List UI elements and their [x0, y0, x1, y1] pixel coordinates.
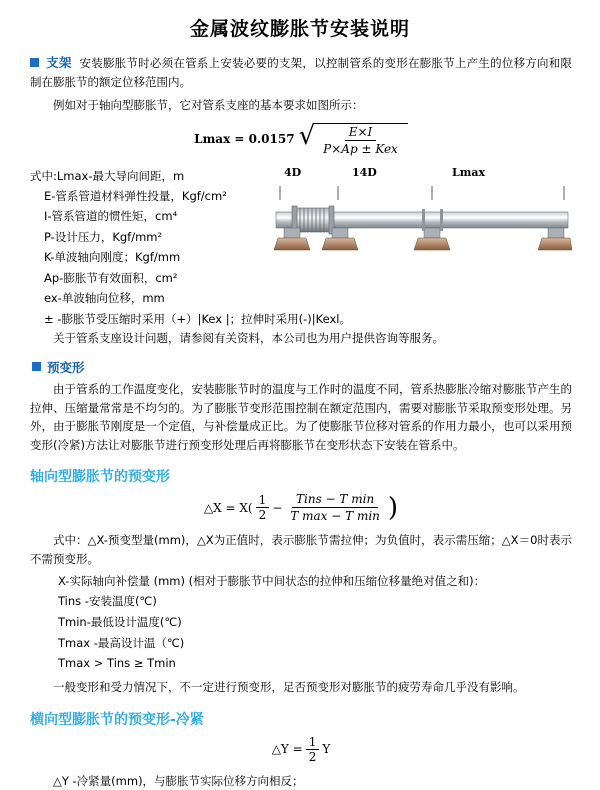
definition-line: Tmin-最低设计温度(℃): [58, 615, 182, 629]
axial-predeform-equation: [30, 492, 572, 523]
sqrt-icon: √: [298, 120, 316, 151]
blue-square-icon: [32, 362, 41, 371]
half-numerator: 1: [256, 493, 270, 508]
lateral-predeform-equation: [30, 735, 572, 764]
diagram-dimension-labels: [272, 166, 572, 182]
dimension-label-14d: 14D: [352, 165, 377, 179]
lateral-equation-lhs: △Y =: [271, 742, 303, 757]
lateral-equation-rhs: Y: [322, 742, 331, 757]
blue-square-icon: [30, 58, 39, 67]
lateral-predeform-head: 横向型膨胀节的预变形-冷紧: [30, 711, 204, 728]
half-denominator: 2: [258, 508, 267, 523]
sqrt-contents: [315, 123, 408, 156]
axial-equation-temperature-ratio: [286, 492, 384, 523]
predeform-paragraph-1: 由于管系的工作温度变化，安装膨胀节时的温度与工作时的温度不同，管系热膨胀冷缩对膨胀节产生的拉伸、压缩量常常是不均匀的。为了膨胀节变形范围控制在额定范围内，需要对膨胀节采取预变形处理。另外，由于膨胀节刚度是一个定值，与补偿量成正比。为了使膨胀节位移对管系的作用力最小，也可以采用预变形(冷紧)方法让对膨胀节进行预变形处理后再将膨胀节在变形状态下安装在管系中。: [30, 381, 572, 452]
definition-line: ± -膨胀节受压缩时采用（+）|Kex |；拉伸时采用(-)|Kexl。: [44, 311, 351, 326]
half-denominator: 2: [308, 749, 317, 764]
lmax-formula: [194, 120, 408, 156]
axial-predeform-head: 轴向型膨胀节的预变形: [30, 469, 170, 486]
dimension-label-4d: 4D: [284, 165, 302, 179]
dimension-label-lmax: Lmax: [452, 165, 486, 179]
lateral-predeform-note: △Y -冷紧量(mm)，与膨胀节实际位移方向相反；: [53, 773, 304, 788]
lateral-equation-half-fraction: [306, 735, 320, 764]
bracket-paragraph-1: 安装膨胀节时必须在管系上安装必要的支架，以控制管系的变形在膨胀节上产生的位移方向和限制在膨胀节的额定位移范围内。: [30, 56, 572, 90]
definition-line: Tmax > Tins ≥ Tmin: [58, 656, 176, 671]
axial-predeform-definitions: [30, 571, 572, 674]
axial-equation-half-fraction: [256, 493, 270, 522]
axial-predeform-note: 式中：△X-预变型量(mm)，△X为正值时，表示膨胀节需拉伸；为负值时，表示需压缩；△X＝0时表示不需预变形。: [30, 533, 572, 566]
definition-line: Tmax -最高设计温（℃): [58, 635, 185, 650]
axial-equation-lhs: △X = X(: [203, 500, 253, 515]
temperature-ratio-denominator: T max − T min: [290, 509, 380, 524]
lmax-fraction-numerator: E×I: [345, 125, 377, 141]
page-title: 金属波纹膨胀节安装说明: [189, 18, 410, 40]
lmax-fraction: [319, 125, 402, 156]
document-body: [0, 53, 600, 790]
bracket-section-label: 支架: [46, 55, 72, 70]
lmax-formula-lhs: Lmax = 0.0157: [194, 132, 295, 146]
temperature-ratio-numerator: Tins − T min: [292, 492, 378, 508]
bracket-paragraph-3: 关于管系支座设计问题，请参阅有关资料，本公司也为用户提供咨询等服务。: [53, 331, 444, 346]
lmax-formula-block: [30, 120, 572, 156]
predeform-section-label: 预变形: [47, 359, 85, 375]
definition-line: K-单波轴向刚度；Kgf/mm: [44, 250, 181, 265]
definition-line: ex-单波轴向位移，mm: [44, 291, 165, 306]
bracket-section-lead: [30, 53, 572, 92]
definitions-and-diagram: [30, 166, 572, 330]
axial-predeform-tail: 一般变形和受力情况下，不一定进行预变形，足否预变形对膨胀节的疲劳寿命几乎没有影响。: [53, 680, 525, 695]
predeform-section-head: [30, 358, 572, 376]
definition-line: Tins -安装温度(℃): [58, 594, 157, 609]
definition-line: X-实际轴向补偿量 (mm) (相对于膨胀节中间状态的拉伸和压缩位移量绝对值之和)：: [58, 573, 486, 588]
definition-line: Ap-膨胀节有效面积，cm²: [44, 270, 178, 285]
document-page: [0, 14, 600, 788]
axial-equation-minus: −: [272, 500, 283, 515]
pipe-system-illustration: [272, 182, 572, 274]
definition-line: 式中:Lmax-最大导向间距，m: [30, 168, 185, 183]
bracket-paragraph-2: 例如对于轴向型膨胀节，它对管系支座的基本要求如图所示：: [53, 97, 364, 112]
definition-line: I-管系管道的惯性矩，cm⁴: [44, 209, 178, 224]
lmax-fraction-denominator: P×Ap ± Kex: [323, 141, 398, 156]
definition-line: E-管系管道材料弹性投量，Kgf/cm²: [44, 188, 227, 203]
axial-equation-rhs: ): [387, 492, 399, 523]
expansion-joint-diagram: [272, 166, 572, 278]
definition-line: P-设计压力，Kgf/mm²: [44, 229, 163, 244]
sqrt-group: [298, 120, 408, 156]
half-numerator: 1: [306, 735, 320, 750]
